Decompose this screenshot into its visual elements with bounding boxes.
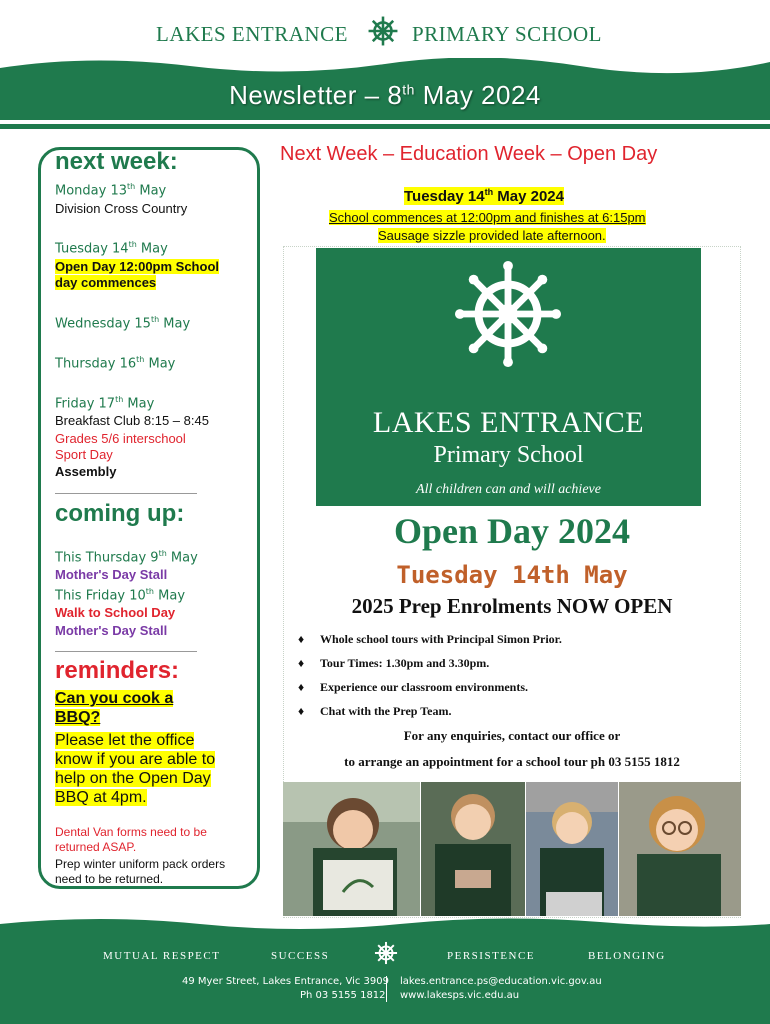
- friday-date: Friday 17th May: [55, 395, 155, 412]
- footer-value-success: SUCCESS: [271, 950, 330, 962]
- dental-van-reminder: Dental Van forms need to be returned ASAP.: [55, 825, 207, 854]
- monday-date: Monday 13th May: [55, 182, 167, 199]
- uniform-reminder: Prep winter uniform pack orders need to be returned.: [55, 857, 226, 886]
- friday-event-breakfast: Breakfast Club 8:15 – 8:45: [55, 413, 209, 428]
- coming-up-heading: coming up:: [55, 500, 185, 527]
- this-friday-event-walk: Walk to School Day: [55, 605, 176, 620]
- open-day-date: Tuesday 14th May 2024: [404, 187, 564, 205]
- page-footer: [0, 916, 770, 1024]
- bbq-request: Please let the office know if you are able to help on the Open Day BBQ at 4pm.: [55, 732, 216, 806]
- logo-school-name: LAKES ENTRANCE: [372, 406, 645, 439]
- student-photo: [421, 782, 525, 916]
- this-thursday-event: Mother's Day Stall: [55, 567, 168, 582]
- friday-event-assembly: Assembly: [55, 464, 117, 479]
- footer-divider: [386, 976, 387, 1002]
- flyer-bullet: ♦ Tour Times: 1.30pm and 3.30pm.: [298, 656, 490, 670]
- student-photo: [283, 782, 420, 916]
- footer-value-persistence: PERSISTENCE: [447, 950, 536, 962]
- ship-wheel-icon: [366, 14, 400, 48]
- flyer-bullet: ♦ Chat with the Prep Team.: [298, 704, 452, 718]
- this-friday-date: This Friday 10th May: [55, 587, 186, 604]
- flyer-bullet: ♦ Whole school tours with Principal Simon Prior.: [298, 632, 562, 646]
- tuesday-event: Open Day 12:00pm School day commences: [55, 259, 219, 290]
- school-name-right: PRIMARY SCHOOL: [412, 22, 603, 46]
- bbq-question: Can you cook a BBQ?: [55, 690, 174, 726]
- reminders-heading: reminders:: [55, 657, 180, 684]
- ship-wheel-icon: [373, 940, 399, 966]
- page-header: [0, 0, 770, 62]
- friday-event-sport: Grades 5/6 interschool Sport Day: [55, 431, 186, 462]
- school-name-left: LAKES ENTRANCE: [156, 22, 348, 46]
- footer-value-respect: MUTUAL RESPECT: [103, 950, 221, 962]
- flyer-enquiry-phone: to arrange an appointment for a school tour ph 03 5155 1812: [344, 754, 680, 769]
- flyer-enrolments: 2025 Prep Enrolments NOW OPEN: [351, 594, 673, 618]
- flyer-enquiry: For any enquiries, contact our office or: [403, 728, 621, 743]
- school-hours: School commences at 12:00pm and finishes at 6:15pm: [329, 210, 646, 225]
- newsletter-title: Newsletter – 8th May 2024: [229, 80, 541, 110]
- flyer-bullet: ♦ Experience our classroom environments.: [298, 680, 528, 694]
- logo-subtitle: Primary School: [433, 442, 584, 468]
- footer-address: 49 Myer Street, Lakes Entrance, Vic 3909: [182, 976, 389, 987]
- tuesday-date: Tuesday 14th May: [55, 240, 168, 257]
- thursday-date: Thursday 16th May: [55, 355, 176, 372]
- wednesday-date: Wednesday 15th May: [55, 315, 191, 332]
- footer-phone: Ph 03 5155 1812: [300, 990, 386, 1001]
- next-week-title: Next Week – Education Week – Open Day: [280, 143, 658, 165]
- flyer-title: Open Day 2024: [393, 511, 631, 551]
- student-photo: [526, 782, 618, 916]
- ship-wheel-icon: [454, 260, 562, 368]
- divider: [55, 493, 197, 494]
- flyer-date: Tuesday 14th May: [396, 561, 628, 589]
- footer-email-link[interactable]: lakes.entrance.ps@education.vic.gov.au: [400, 976, 602, 987]
- student-photo: [619, 782, 741, 916]
- footer-website-link[interactable]: www.lakesps.vic.edu.au: [400, 990, 520, 1001]
- this-thursday-date: This Thursday 9th May: [55, 549, 198, 566]
- sausage-sizzle: Sausage sizzle provided late afternoon.: [378, 228, 606, 243]
- footer-value-belonging: BELONGING: [588, 950, 666, 962]
- divider: [55, 651, 197, 652]
- monday-event: Division Cross Country: [55, 201, 188, 216]
- logo-motto: All children can and will achieve: [416, 482, 601, 497]
- this-friday-event-stall: Mother's Day Stall: [55, 623, 168, 638]
- next-week-heading: next week:: [55, 148, 178, 175]
